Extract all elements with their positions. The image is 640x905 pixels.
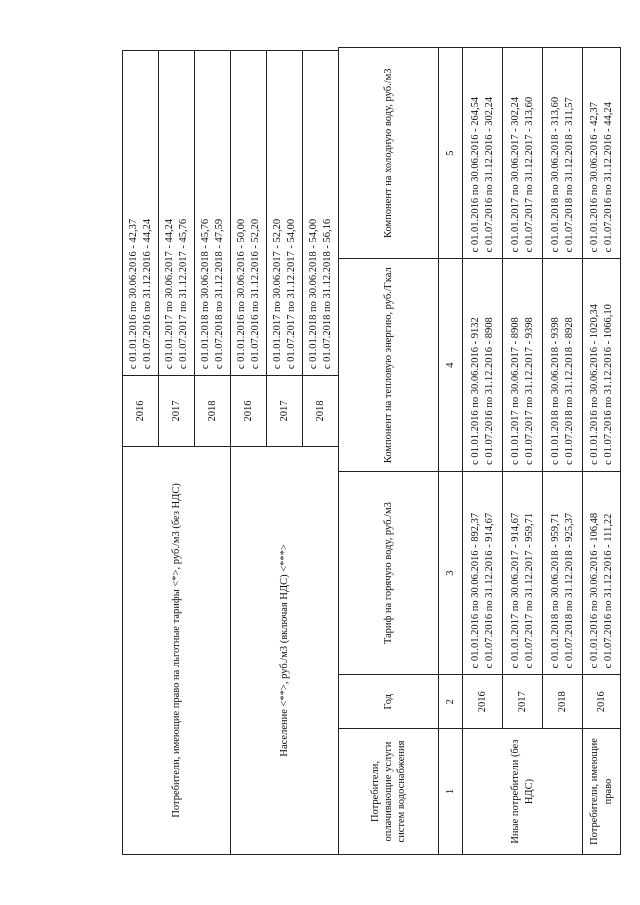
year-cell: 2018 (195, 376, 231, 447)
value-line: с 01.01.2017 по 30.06.2017 - 44,24 (164, 218, 176, 370)
value-line: с 01.01.2017 по 30.06.2017 - 52,20 (272, 218, 284, 370)
value-line: с 01.07.2017 по 31.12.2017 - 54,00 (285, 218, 297, 370)
column-number: 1 (439, 729, 463, 855)
value-line: с 01.01.2016 по 30.06.2016 - 892,37 (470, 512, 482, 669)
value-line: с 01.01.2016 по 30.06.2016 - 9132 (470, 317, 482, 465)
value-line: с 01.07.2018 по 31.12.2018 - 47,59 (213, 218, 225, 370)
header-row (339, 48, 439, 855)
value-line: с 01.07.2018 по 31.12.2018 - 925,37 (563, 512, 575, 669)
value-line: с 01.01.2016 по 30.06.2016 - 106,48 (589, 512, 601, 669)
header-heat-component: Компонент на тепловую энергию, руб./Гкал (339, 259, 439, 471)
cold-cell (463, 48, 503, 259)
value-cell (303, 51, 339, 376)
value-line: с 01.07.2018 по 31.12.2018 - 311,57 (563, 97, 575, 253)
value-line: с 01.01.2018 по 30.06.2018 - 45,76 (200, 218, 212, 370)
value-line: с 01.01.2017 по 30.06.2017 - 8908 (510, 317, 522, 465)
value-line: с 01.07.2017 по 31.12.2017 - 9398 (523, 317, 535, 465)
column-number: 4 (439, 259, 463, 471)
value-line: с 01.07.2018 по 31.12.2018 - 56,16 (321, 218, 333, 370)
cold-cell (543, 48, 583, 259)
value-line: с 01.01.2016 по 30.06.2016 - 264,54 (470, 96, 482, 253)
column-number-row (439, 48, 463, 855)
tariff-table-top (122, 50, 339, 855)
year-cell: 2018 (303, 376, 339, 447)
value-line: с 01.07.2016 по 31.12.2016 - 111,22 (602, 513, 614, 669)
heat-cell (583, 259, 621, 471)
column-number: 3 (439, 471, 463, 675)
header-cold-component: Компонент на холодную воду, руб./м3 (339, 48, 439, 259)
value-line: с 01.01.2016 по 30.06.2016 - 42,37 (128, 218, 140, 370)
value-line: с 01.07.2016 по 31.12.2016 - 914,67 (483, 512, 495, 669)
category-cell: Потребители, имеющие право на льготные тарифы <*>, руб./м3 (без НДС) (123, 446, 231, 854)
tariff-cell (463, 471, 503, 675)
year-cell: 2016 (583, 675, 621, 729)
value-line: с 01.07.2016 по 31.12.2016 - 8908 (483, 317, 495, 465)
table-row (583, 48, 621, 855)
year-cell: 2017 (503, 675, 543, 729)
heat-cell (543, 259, 583, 471)
value-cell (123, 51, 159, 376)
header-tariff: Тариф на горячую воду, руб./м3 (339, 471, 439, 675)
value-line: с 01.01.2018 по 30.06.2018 - 959,71 (550, 512, 562, 669)
column-number: 2 (439, 675, 463, 729)
cold-cell (503, 48, 543, 259)
year-cell: 2016 (123, 376, 159, 447)
year-cell: 2017 (267, 376, 303, 447)
value-line: с 01.07.2016 по 31.12.2016 - 302,24 (483, 96, 495, 253)
header-year: Год (339, 675, 439, 729)
value-line: с 01.01.2017 по 30.06.2017 - 302,24 (510, 96, 522, 253)
value-cell (195, 51, 231, 376)
cold-cell (583, 48, 621, 259)
value-line: с 01.01.2018 по 30.06.2018 - 54,00 (308, 218, 320, 370)
year-cell: 2017 (159, 376, 195, 447)
tariff-cell (503, 471, 543, 675)
table-row (123, 51, 159, 855)
value-line: с 01.01.2017 по 30.06.2017 - 914,67 (510, 512, 522, 669)
year-cell: 2016 (463, 675, 503, 729)
value-line: с 01.01.2018 по 30.06.2018 - 9398 (550, 317, 562, 465)
group-label: Иные потребители (без НДС) (463, 729, 583, 855)
value-line: с 01.07.2016 по 31.12.2016 - 44,24 (141, 218, 153, 370)
value-line: с 01.07.2016 по 31.12.2016 - 52,20 (249, 218, 261, 370)
value-cell (267, 51, 303, 376)
value-line: с 01.07.2017 по 31.12.2017 - 45,76 (177, 218, 189, 370)
tariff-table-main (338, 47, 621, 855)
table-row (463, 48, 503, 855)
tariff-cell (543, 471, 583, 675)
value-line: с 01.07.2017 по 31.12.2017 - 313,60 (523, 96, 535, 253)
year-cell: 2018 (543, 675, 583, 729)
category-cell: Население <**>, руб./м3 (включая НДС) <***> (231, 446, 339, 854)
table-row (231, 51, 267, 855)
heat-cell (463, 259, 503, 471)
column-number: 5 (439, 48, 463, 259)
header-consumers: Потребители, оплачивающие услуги систем водоснабжения (339, 729, 439, 855)
value-line: с 01.01.2018 по 30.06.2018 - 313,60 (550, 96, 562, 253)
value-cell (231, 51, 267, 376)
tariff-cell (583, 471, 621, 675)
value-line: с 01.07.2016 по 31.12.2016 - 44,24 (602, 102, 614, 253)
value-line: с 01.07.2016 по 31.12.2016 - 1066,10 (602, 304, 614, 465)
group-label: Потребители, имеющие право (583, 729, 621, 855)
value-line: с 01.01.2016 по 30.06.2016 - 42,37 (589, 102, 601, 253)
heat-cell (503, 259, 543, 471)
year-cell: 2016 (231, 376, 267, 447)
value-line: с 01.07.2018 по 31.12.2018 - 8928 (563, 317, 575, 465)
value-line: с 01.01.2016 по 30.06.2016 - 50,00 (236, 218, 248, 370)
value-line: с 01.07.2017 по 31.12.2017 - 959,71 (523, 512, 535, 669)
value-cell (159, 51, 195, 376)
value-line: с 01.01.2016 по 30.06.2016 - 1020,34 (589, 304, 601, 465)
